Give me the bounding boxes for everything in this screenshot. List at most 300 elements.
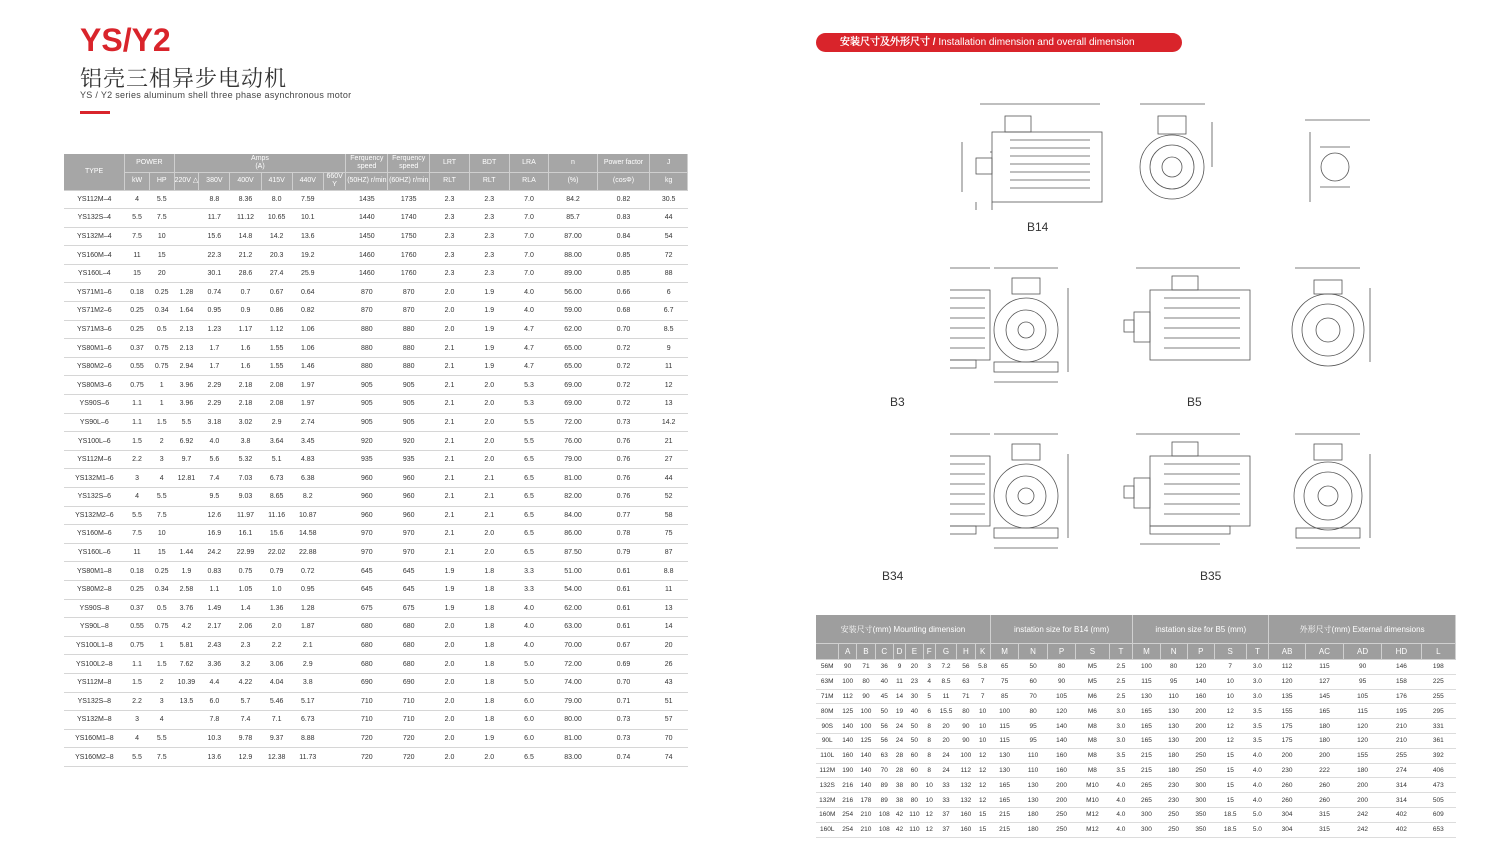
table-cell: 3 bbox=[149, 692, 174, 711]
table-cell: 2.3 bbox=[430, 264, 470, 283]
table-cell: 304 bbox=[1269, 822, 1306, 837]
table-cell: 9.7 bbox=[174, 450, 199, 469]
table-cell: 0.61 bbox=[597, 618, 650, 637]
table-cell: 8.65 bbox=[261, 488, 292, 507]
table-cell: YS132S–8 bbox=[64, 692, 125, 711]
page-subtitle: YS / Y2 series aluminum shell three phase asynchronous motor bbox=[80, 90, 352, 100]
table-cell: 4.0 bbox=[509, 283, 549, 302]
table-cell: 255 bbox=[1382, 748, 1422, 763]
table-row bbox=[64, 506, 688, 525]
table-cell: 250 bbox=[1160, 807, 1187, 822]
table-cell: 15 bbox=[1214, 793, 1246, 808]
table-cell: 50 bbox=[906, 719, 924, 734]
table-cell: 88 bbox=[650, 264, 688, 283]
table-cell: 2.1 bbox=[430, 413, 470, 432]
table-cell: 690 bbox=[388, 673, 430, 692]
table-cell: 160 bbox=[957, 807, 975, 822]
table-cell: 71 bbox=[957, 689, 975, 704]
table-cell: 22.99 bbox=[230, 543, 261, 562]
table-cell: 720 bbox=[388, 748, 430, 767]
col-percent: (%) bbox=[549, 172, 597, 190]
table-cell bbox=[323, 543, 346, 562]
table-cell: 2.0 bbox=[430, 655, 470, 674]
table-cell: 75 bbox=[650, 525, 688, 544]
table-cell: 80.00 bbox=[549, 711, 597, 730]
table-cell: 84.00 bbox=[549, 506, 597, 525]
table-cell: 100 bbox=[839, 674, 857, 689]
table-cell: 920 bbox=[388, 432, 430, 451]
table-cell: 95 bbox=[1019, 719, 1047, 734]
table-cell: 22.02 bbox=[261, 543, 292, 562]
table-cell: 2.0 bbox=[469, 376, 509, 395]
col-380v: 380V bbox=[199, 172, 230, 190]
table-cell: 12.38 bbox=[261, 748, 292, 767]
table-cell bbox=[323, 190, 346, 209]
table-cell: 15 bbox=[975, 807, 990, 822]
table-cell: 90 bbox=[957, 719, 975, 734]
table-row bbox=[64, 246, 688, 265]
table-cell: 1.55 bbox=[261, 339, 292, 358]
table-cell: 4.0 bbox=[1109, 793, 1133, 808]
table-cell: 28 bbox=[893, 748, 905, 763]
table-cell: 2.1 bbox=[430, 506, 470, 525]
table-cell: 0.25 bbox=[125, 302, 150, 321]
table-row bbox=[64, 580, 688, 599]
table-cell: 130 bbox=[1160, 719, 1187, 734]
table-cell: 331 bbox=[1421, 719, 1455, 734]
table-cell: 0.73 bbox=[597, 413, 650, 432]
table-cell: 1460 bbox=[346, 264, 388, 283]
table-cell: 140 bbox=[857, 763, 875, 778]
table-cell bbox=[323, 618, 346, 637]
table-cell: 11.97 bbox=[230, 506, 261, 525]
table-cell: 8.88 bbox=[292, 729, 323, 748]
table-cell: 8.8 bbox=[199, 190, 230, 209]
table-cell: 5.6 bbox=[199, 450, 230, 469]
table-cell: 0.34 bbox=[149, 580, 174, 599]
table-cell: 90L bbox=[816, 733, 839, 748]
table-cell: 7.5 bbox=[149, 209, 174, 228]
table-cell: 3.0 bbox=[1246, 674, 1269, 689]
table-cell: 4.0 bbox=[1109, 807, 1133, 822]
table-cell: 90 bbox=[1344, 660, 1382, 675]
table-cell: 22.88 bbox=[292, 543, 323, 562]
table-cell: 4.0 bbox=[1246, 748, 1269, 763]
table-row bbox=[64, 283, 688, 302]
table-cell: 24 bbox=[935, 763, 956, 778]
table-cell: 8 bbox=[923, 719, 935, 734]
table-cell: 2 bbox=[149, 432, 174, 451]
table-cell: 87.50 bbox=[549, 543, 597, 562]
table-row bbox=[64, 209, 688, 228]
table-cell: 0.71 bbox=[597, 692, 650, 711]
table-cell: 880 bbox=[346, 339, 388, 358]
table-cell: 0.72 bbox=[597, 357, 650, 376]
table-cell: 23 bbox=[906, 674, 924, 689]
table-cell: 7.4 bbox=[230, 711, 261, 730]
table-cell: 710 bbox=[346, 692, 388, 711]
table-cell: YS112M–8 bbox=[64, 673, 125, 692]
table-cell: 12 bbox=[975, 778, 990, 793]
table-cell: 71 bbox=[857, 660, 875, 675]
table-cell: 1440 bbox=[346, 209, 388, 228]
table-cell: M8 bbox=[1076, 763, 1109, 778]
table-cell: 80M bbox=[816, 704, 839, 719]
table-cell: 4.0 bbox=[199, 432, 230, 451]
table-cell: 50 bbox=[1019, 660, 1047, 675]
table-cell: 1.23 bbox=[199, 320, 230, 339]
b3-side-view bbox=[950, 268, 990, 376]
table-cell: 5.5 bbox=[149, 190, 174, 209]
table-cell: YS90S–6 bbox=[64, 395, 125, 414]
table-cell: YS160M–6 bbox=[64, 525, 125, 544]
table-cell: 215 bbox=[1133, 763, 1160, 778]
table-cell bbox=[323, 599, 346, 618]
table-cell: 12 bbox=[975, 763, 990, 778]
table-cell: 140 bbox=[857, 778, 875, 793]
table-cell: 70 bbox=[650, 729, 688, 748]
table-cell: 33 bbox=[935, 793, 956, 808]
table-cell: 222 bbox=[1305, 763, 1343, 778]
table-cell: 74 bbox=[650, 748, 688, 767]
table-cell: 2.18 bbox=[230, 376, 261, 395]
table-cell: 0.61 bbox=[597, 580, 650, 599]
table-cell: 80 bbox=[1160, 660, 1187, 675]
table-cell bbox=[174, 748, 199, 767]
table-cell: 28 bbox=[893, 763, 905, 778]
table-cell: 300 bbox=[1187, 793, 1214, 808]
table-cell: 12 bbox=[1214, 719, 1246, 734]
table-row bbox=[64, 599, 688, 618]
table-cell: 265 bbox=[1133, 793, 1160, 808]
table-cell: 180 bbox=[1305, 719, 1343, 734]
table-cell bbox=[323, 469, 346, 488]
table-cell: 8 bbox=[923, 763, 935, 778]
table-cell: 6.0 bbox=[509, 692, 549, 711]
table-row bbox=[64, 357, 688, 376]
table-cell bbox=[323, 209, 346, 228]
table-cell: 110 bbox=[906, 807, 924, 822]
table-cell: 6.92 bbox=[174, 432, 199, 451]
table-cell: 155 bbox=[1344, 748, 1382, 763]
table-cell: 1.5 bbox=[125, 673, 150, 692]
table-cell: YS90S–8 bbox=[64, 599, 125, 618]
table-cell: 79.00 bbox=[549, 450, 597, 469]
table-cell: 89 bbox=[875, 793, 893, 808]
table-cell: 108 bbox=[875, 822, 893, 837]
table-cell bbox=[323, 488, 346, 507]
table-cell: 1.8 bbox=[469, 655, 509, 674]
table-cell: 160 bbox=[839, 748, 857, 763]
table-cell: 2.1 bbox=[469, 469, 509, 488]
table-cell: 505 bbox=[1421, 793, 1455, 808]
table-cell: 265 bbox=[1133, 778, 1160, 793]
table-cell: 0.61 bbox=[597, 599, 650, 618]
table-cell: 880 bbox=[346, 357, 388, 376]
table-cell: 4.0 bbox=[509, 302, 549, 321]
table-cell: 19.2 bbox=[292, 246, 323, 265]
table-cell: 260 bbox=[1269, 793, 1306, 808]
table-cell: YS112M–6 bbox=[64, 450, 125, 469]
table-cell: 12 bbox=[1214, 733, 1246, 748]
table-cell: 0.79 bbox=[597, 543, 650, 562]
table-cell: 1450 bbox=[346, 227, 388, 246]
table-cell: 350 bbox=[1187, 807, 1214, 822]
table-cell: 0.9 bbox=[230, 302, 261, 321]
table-cell: 7.4 bbox=[199, 469, 230, 488]
table-cell: 112 bbox=[957, 763, 975, 778]
col-k: K bbox=[975, 644, 990, 660]
table-cell: YS132S–6 bbox=[64, 488, 125, 507]
table-cell bbox=[323, 525, 346, 544]
b34-end-view bbox=[994, 434, 1068, 548]
table-cell: 0.74 bbox=[597, 748, 650, 767]
table-cell: 2.06 bbox=[230, 618, 261, 637]
table-cell: 3.8 bbox=[292, 673, 323, 692]
table-row bbox=[64, 655, 688, 674]
table-cell: 2.3 bbox=[430, 209, 470, 228]
table-cell: 130 bbox=[1160, 704, 1187, 719]
table-cell: 180 bbox=[1019, 807, 1047, 822]
col-h: H bbox=[957, 644, 975, 660]
table-cell: 5.0 bbox=[509, 655, 549, 674]
table-cell: 110 bbox=[1019, 748, 1047, 763]
table-cell: 20 bbox=[149, 264, 174, 283]
table-cell: YS100L2–8 bbox=[64, 655, 125, 674]
table-cell: 2.74 bbox=[292, 413, 323, 432]
col-speed-50-unit: (50HZ) r/min bbox=[346, 172, 388, 190]
table-cell: 230 bbox=[1160, 793, 1187, 808]
table-cell: 115 bbox=[1305, 660, 1343, 675]
col-440v: 440V bbox=[292, 172, 323, 190]
table-cell: 1.9 bbox=[469, 283, 509, 302]
table-cell: 5.5 bbox=[125, 748, 150, 767]
table-cell: 115 bbox=[990, 733, 1018, 748]
table-cell: 165 bbox=[990, 778, 1018, 793]
table-cell: 5.17 bbox=[292, 692, 323, 711]
table-cell: 1.12 bbox=[261, 320, 292, 339]
table-cell: 5.1 bbox=[261, 450, 292, 469]
table-cell: 4.2 bbox=[174, 618, 199, 637]
table-cell: 2.0 bbox=[430, 748, 470, 767]
table-cell: 0.95 bbox=[199, 302, 230, 321]
table-cell bbox=[323, 264, 346, 283]
table-cell: 1.9 bbox=[469, 729, 509, 748]
table-cell: 1.49 bbox=[199, 599, 230, 618]
table-cell: 15.5 bbox=[935, 704, 956, 719]
table-cell: 190 bbox=[839, 763, 857, 778]
table-cell: 4.0 bbox=[509, 636, 549, 655]
table-cell: 12.9 bbox=[230, 748, 261, 767]
table-cell: 14.58 bbox=[292, 525, 323, 544]
table-cell bbox=[323, 748, 346, 767]
table-cell: 7.5 bbox=[149, 748, 174, 767]
table-cell: 680 bbox=[346, 636, 388, 655]
table-cell: 132 bbox=[957, 778, 975, 793]
col-rlt-2: RLT bbox=[469, 172, 509, 190]
table-cell: 10 bbox=[975, 704, 990, 719]
table-cell: 130 bbox=[1019, 778, 1047, 793]
table-cell: 7.1 bbox=[261, 711, 292, 730]
table-cell: 165 bbox=[990, 793, 1018, 808]
table-row bbox=[64, 395, 688, 414]
table-cell: 0.83 bbox=[199, 562, 230, 581]
table-cell: 4.0 bbox=[1109, 778, 1133, 793]
table-cell: 2.1 bbox=[430, 376, 470, 395]
table-cell: YS71M3–6 bbox=[64, 320, 125, 339]
table-cell: 12.6 bbox=[199, 506, 230, 525]
table-cell: 200 bbox=[1187, 733, 1214, 748]
table-cell: 6.0 bbox=[509, 711, 549, 730]
table-cell: 870 bbox=[346, 283, 388, 302]
table-cell: 112 bbox=[839, 689, 857, 704]
table-cell: 42 bbox=[893, 807, 905, 822]
table-cell: 9 bbox=[650, 339, 688, 358]
table-cell: 8.8 bbox=[650, 562, 688, 581]
table-cell: 970 bbox=[388, 543, 430, 562]
table-cell: 13 bbox=[650, 395, 688, 414]
table-cell: 6.5 bbox=[509, 543, 549, 562]
table-cell: 300 bbox=[1133, 822, 1160, 837]
table-cell: 392 bbox=[1421, 748, 1455, 763]
table-cell: 230 bbox=[1160, 778, 1187, 793]
table-cell: YS80M2–8 bbox=[64, 580, 125, 599]
caption-b5: B5 bbox=[1187, 395, 1202, 409]
table-cell: 2.1 bbox=[430, 525, 470, 544]
table-cell: 33 bbox=[935, 778, 956, 793]
table-cell: 0.37 bbox=[125, 599, 150, 618]
table-cell: 160 bbox=[957, 822, 975, 837]
table-cell: 1760 bbox=[388, 264, 430, 283]
table-cell: 9 bbox=[893, 660, 905, 675]
table-cell: 0.55 bbox=[125, 357, 150, 376]
table-cell: 0.72 bbox=[597, 339, 650, 358]
table-cell: 10.1 bbox=[292, 209, 323, 228]
table-cell: 645 bbox=[388, 562, 430, 581]
dimension-table bbox=[816, 615, 1456, 838]
table-cell: 4.7 bbox=[509, 357, 549, 376]
table-cell: 0.76 bbox=[597, 488, 650, 507]
table-cell bbox=[323, 673, 346, 692]
table-cell: 2.1 bbox=[430, 395, 470, 414]
table-cell: 18.5 bbox=[1214, 807, 1246, 822]
table-cell: 56.00 bbox=[549, 283, 597, 302]
col-j: J bbox=[650, 154, 688, 172]
table-cell: 2.1 bbox=[430, 488, 470, 507]
table-cell: 2.1 bbox=[469, 488, 509, 507]
table-cell: 14 bbox=[893, 689, 905, 704]
table-cell: 11 bbox=[125, 246, 150, 265]
table-cell: 2.3 bbox=[469, 246, 509, 265]
table-cell: 2.0 bbox=[469, 432, 509, 451]
table-cell bbox=[174, 506, 199, 525]
table-cell: 0.70 bbox=[597, 320, 650, 339]
table-row bbox=[64, 525, 688, 544]
table-cell: 1740 bbox=[388, 209, 430, 228]
table-cell: 720 bbox=[388, 729, 430, 748]
table-cell: 112 bbox=[1269, 660, 1306, 675]
table-cell: 2.5 bbox=[1109, 660, 1133, 675]
table-cell: 7 bbox=[975, 689, 990, 704]
table-cell: 970 bbox=[388, 525, 430, 544]
table-cell: 54 bbox=[650, 227, 688, 246]
table-cell: 0.68 bbox=[597, 302, 650, 321]
table-cell: 1.36 bbox=[261, 599, 292, 618]
caption-b34: B34 bbox=[882, 569, 904, 583]
table-cell: 79.00 bbox=[549, 692, 597, 711]
table-cell: 8.5 bbox=[935, 674, 956, 689]
col-speed-60-unit: (60HZ) r/min bbox=[388, 172, 430, 190]
table-row bbox=[64, 432, 688, 451]
table-cell: 30.1 bbox=[199, 264, 230, 283]
table-cell: 6.7 bbox=[650, 302, 688, 321]
table-cell: 7.8 bbox=[199, 711, 230, 730]
table-cell: 50 bbox=[906, 733, 924, 748]
table-cell: 69.00 bbox=[549, 376, 597, 395]
caption-b35: B35 bbox=[1200, 569, 1222, 583]
table-cell: 5.5 bbox=[149, 729, 174, 748]
table-cell: 81.00 bbox=[549, 469, 597, 488]
table-cell: 2.1 bbox=[469, 506, 509, 525]
table-cell: 115 bbox=[1344, 704, 1382, 719]
table-cell: 125 bbox=[857, 733, 875, 748]
table-cell: 5.5 bbox=[509, 413, 549, 432]
table-cell: M8 bbox=[1076, 733, 1109, 748]
table-cell: 16.1 bbox=[230, 525, 261, 544]
table-cell: 132M bbox=[816, 793, 839, 808]
table-cell: 314 bbox=[1382, 778, 1422, 793]
caption-b14: B14 bbox=[1027, 220, 1049, 234]
table-cell: 20 bbox=[935, 733, 956, 748]
table-cell: 130 bbox=[990, 748, 1018, 763]
table-cell: 4 bbox=[149, 469, 174, 488]
table-cell: 1.17 bbox=[230, 320, 261, 339]
table-cell: 2.0 bbox=[430, 711, 470, 730]
col-g: G bbox=[935, 644, 956, 660]
table-cell: 40 bbox=[906, 704, 924, 719]
table-cell: 72.00 bbox=[549, 413, 597, 432]
table-cell: 7.0 bbox=[509, 227, 549, 246]
table-cell: 315 bbox=[1305, 822, 1343, 837]
table-cell: 0.75 bbox=[125, 636, 150, 655]
table-cell: 38 bbox=[893, 793, 905, 808]
table-cell: 1.06 bbox=[292, 320, 323, 339]
table-cell: 22.3 bbox=[199, 246, 230, 265]
table-cell: 7.0 bbox=[509, 246, 549, 265]
table-cell: 120 bbox=[1269, 674, 1306, 689]
table-cell: 4.4 bbox=[199, 673, 230, 692]
table-cell: 24 bbox=[935, 748, 956, 763]
table-cell: 100 bbox=[857, 704, 875, 719]
table-cell: 0.55 bbox=[125, 618, 150, 637]
table-cell: 4.0 bbox=[1109, 822, 1133, 837]
table-cell: 1.05 bbox=[230, 580, 261, 599]
table-cell bbox=[323, 227, 346, 246]
table-cell bbox=[323, 450, 346, 469]
table-cell: 7 bbox=[1214, 660, 1246, 675]
table-cell bbox=[174, 729, 199, 748]
table-cell: 4.83 bbox=[292, 450, 323, 469]
table-cell: 108 bbox=[875, 807, 893, 822]
table-cell bbox=[323, 339, 346, 358]
col-415v: 415V bbox=[261, 172, 292, 190]
col-power-factor: Power factor bbox=[597, 154, 650, 172]
group-b14: instation size for B14 (mm) bbox=[990, 615, 1132, 644]
table-cell: 14.2 bbox=[650, 413, 688, 432]
table-cell: 63.00 bbox=[549, 618, 597, 637]
table-cell: 160M bbox=[816, 807, 839, 822]
table-cell: 254 bbox=[839, 807, 857, 822]
